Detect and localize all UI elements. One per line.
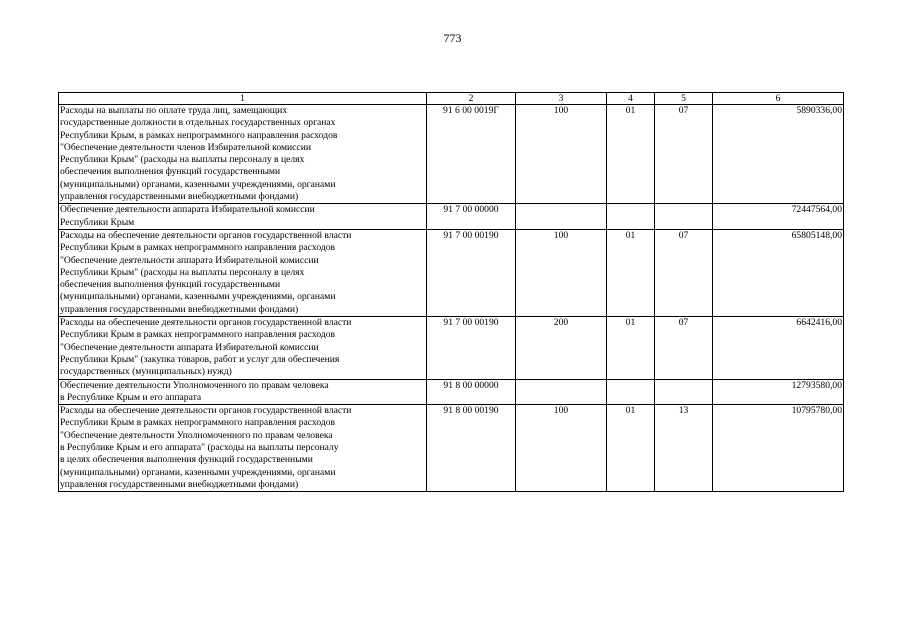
description-line: управления государственными внебюджетными фондами)	[60, 303, 299, 315]
expense-description	[59, 229, 427, 316]
description-line: Обеспечение деятельности Уполномоченного по правам человека	[60, 379, 329, 391]
expense-type-code	[516, 379, 607, 405]
description-line: "Обеспечение деятельности аппарата Избирательной комиссии	[60, 254, 319, 266]
section-code: 01	[607, 405, 655, 492]
description-line: Республики Крым" (расходы на выплаты персоналу в целях	[60, 266, 305, 278]
target-article-code: 91 7 00 00000	[427, 204, 516, 230]
description-line: Республики Крым в рамках непрограммного направления расходов	[60, 417, 336, 429]
table-row	[59, 405, 844, 492]
amount: 10795780,00	[713, 405, 844, 492]
expense-type-code: 100	[516, 229, 607, 316]
subsection-code	[655, 379, 713, 405]
description-line: "Обеспечение деятельности членов Избирательной комиссии	[60, 141, 311, 153]
target-article-code: 91 7 00 00190	[427, 229, 516, 316]
description-line: обеспечения выполнения функций государственными	[60, 279, 281, 291]
expense-type-code: 100	[516, 405, 607, 492]
section-code	[607, 204, 655, 230]
description-line: государственные должности в отдельных государственных органах	[60, 117, 336, 129]
table-row	[59, 379, 844, 405]
header-col-6: 6	[713, 93, 844, 105]
table-body	[59, 105, 844, 492]
description-line: в целях обеспечения выполнения функций государственными	[60, 454, 313, 466]
amount: 72447564,00	[713, 204, 844, 230]
target-article-code: 91 8 00 00190	[427, 405, 516, 492]
description-line: Расходы на выплаты по оплате труда лиц, замещающих	[60, 105, 288, 116]
amount: 6642416,00	[713, 317, 844, 379]
description-line: обеспечения выполнения функций государственными	[60, 166, 281, 178]
expense-description	[59, 317, 427, 379]
table-row	[59, 105, 844, 204]
subsection-code: 13	[655, 405, 713, 492]
subsection-code	[655, 204, 713, 230]
header-col-1: 1	[59, 93, 427, 105]
expense-description	[59, 405, 427, 492]
expense-type-code	[516, 204, 607, 230]
description-line: Обеспечение деятельности аппарата Избирательной комиссии	[60, 204, 315, 216]
subsection-code: 07	[655, 229, 713, 316]
description-line: Республики Крым	[60, 216, 135, 228]
description-line: Расходы на обеспечение деятельности органов государственной власти	[60, 229, 352, 241]
expense-description	[59, 379, 427, 405]
description-line: в Республике Крым и его аппарата" (расходы на выплаты персоналу	[60, 442, 339, 454]
table-row	[59, 229, 844, 316]
budget-table	[58, 92, 844, 492]
section-code: 01	[607, 317, 655, 379]
expense-description	[59, 105, 427, 204]
target-article-code: 91 7 00 00190	[427, 317, 516, 379]
description-line: Расходы на обеспечение деятельности органов государственной власти	[60, 405, 352, 417]
description-line: Республики Крым в рамках непрограммного направления расходов	[60, 242, 336, 254]
description-line: в Республике Крым и его аппарата	[60, 391, 202, 403]
amount: 12793580,00	[713, 379, 844, 405]
expense-description	[59, 204, 427, 230]
expense-type-code: 100	[516, 105, 607, 204]
amount: 5890336,00	[713, 105, 844, 204]
subsection-code: 07	[655, 105, 713, 204]
description-line: управления государственными внебюджетными фондами)	[60, 191, 299, 203]
description-line: Республики Крым" (закупка товаров, работ и услуг для обеспечения	[60, 353, 340, 365]
page-number: 773	[443, 31, 462, 45]
header-col-4: 4	[607, 93, 655, 105]
section-code: 01	[607, 105, 655, 204]
description-line: (муниципальными) органами, казенными учреждениями, органами	[60, 178, 336, 190]
description-line: (муниципальными) органами, казенными учреждениями, органами	[60, 466, 336, 478]
table-row	[59, 317, 844, 379]
header-col-2: 2	[427, 93, 516, 105]
amount: 65805148,00	[713, 229, 844, 316]
subsection-code: 07	[655, 317, 713, 379]
header-col-3: 3	[516, 93, 607, 105]
description-line: (муниципальными) органами, казенными учреждениями, органами	[60, 291, 336, 303]
description-line: "Обеспечение деятельности аппарата Избирательной комиссии	[60, 341, 319, 353]
header-col-5: 5	[655, 93, 713, 105]
target-article-code: 91 8 00 00000	[427, 379, 516, 405]
table-header-row	[59, 93, 844, 105]
description-line: Республики Крым в рамках непрограммного направления расходов	[60, 329, 336, 341]
table-row	[59, 204, 844, 230]
section-code	[607, 379, 655, 405]
description-line: "Обеспечение деятельности Уполномоченного по правам человека	[60, 429, 333, 441]
expense-type-code: 200	[516, 317, 607, 379]
description-line: государственных (муниципальных) нужд)	[60, 366, 232, 378]
target-article-code: 91 6 00 0019Г	[427, 105, 516, 204]
description-line: Расходы на обеспечение деятельности органов государственной власти	[60, 317, 352, 329]
description-line: Республики Крым" (расходы на выплаты персоналу в целях	[60, 154, 305, 166]
section-code: 01	[607, 229, 655, 316]
description-line: управления государственными внебюджетными фондами)	[60, 478, 299, 490]
description-line: Республики Крым, в рамках непрограммного направления расходов	[60, 129, 338, 141]
